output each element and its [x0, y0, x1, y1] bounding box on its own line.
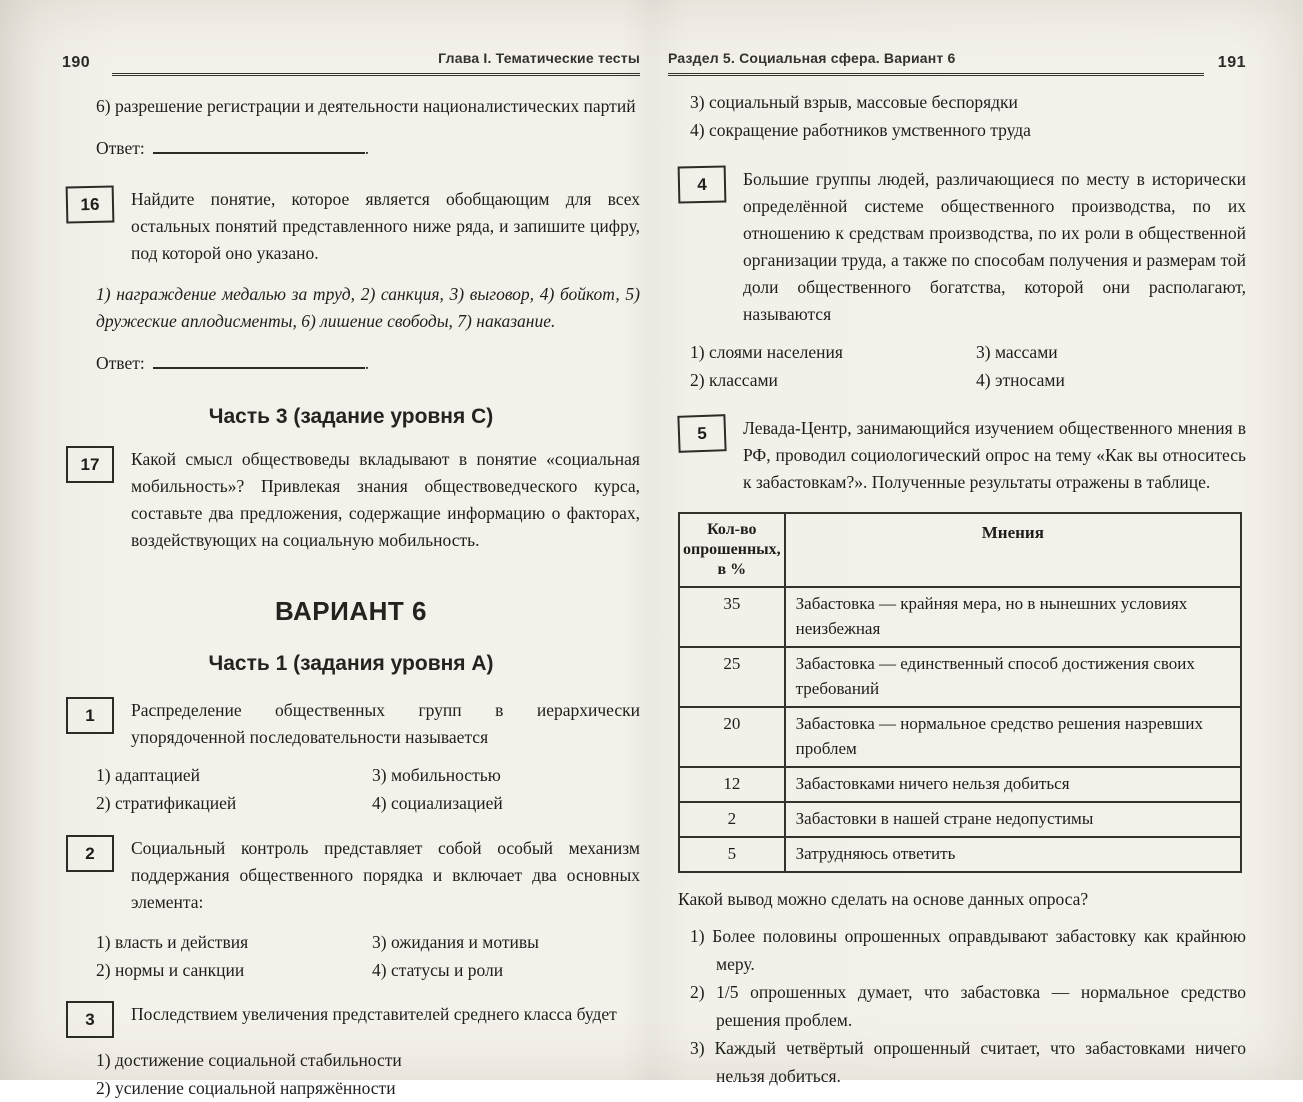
question-16-text: Найдите понятие, которое является обобщающим для всех остальных понятий представленного ниже ряда, и запишите цифру, под которой оно указано.: [131, 189, 640, 263]
question-5: [678, 415, 1246, 496]
table-header-opinions: Мнения: [785, 513, 1241, 587]
option-item: 1) власть и действия: [96, 932, 249, 952]
variant-heading: ВАРИАНТ 6: [275, 596, 427, 626]
q5-question: Какой вывод можно сделать на основе данных опроса?: [678, 889, 1089, 909]
part1-heading: Часть 1 (задания уровня А): [208, 652, 494, 675]
q3-options: [96, 1046, 640, 1102]
page-number: 191: [1217, 54, 1246, 71]
table-row: [679, 837, 1241, 872]
running-head-text: Глава I. Тематические тесты: [438, 50, 640, 66]
question-2-text: Социальный контроль представляет собой особый механизм поддержания общественного порядка и включает два основных элемента:: [131, 838, 640, 912]
right-page: [668, 0, 1246, 1086]
percent-cell: 20: [679, 707, 785, 767]
table-row: [679, 647, 1241, 707]
running-head-rule: [668, 50, 1204, 76]
percent-cell: 12: [679, 767, 785, 802]
question-number: 3: [85, 1010, 95, 1029]
left-running-head: [62, 50, 640, 76]
question-number: 17: [80, 455, 100, 474]
option-item: 2) стратификацией: [96, 793, 237, 813]
option-item: 3) массами: [976, 342, 1058, 362]
option-item: 1) адаптацией: [96, 765, 201, 785]
q4-options: [690, 338, 1246, 394]
question-16-number-box: [66, 186, 115, 224]
left-page: [62, 0, 640, 1098]
table-row: [679, 767, 1241, 802]
opinion-cell: Забастовка — крайняя мера, но в нынешних условиях неизбежная: [785, 587, 1241, 647]
answer-label: Ответ:: [96, 353, 145, 373]
question-number: 2: [85, 844, 95, 863]
question-17: [66, 446, 640, 554]
percent-cell: 25: [679, 647, 785, 707]
question-4: [678, 166, 1246, 328]
running-head-rule: [112, 50, 640, 76]
option-item: 2) классами: [690, 370, 778, 390]
percent-cell: 2: [679, 802, 785, 837]
option-item: 1) достижение социальной стабильности: [96, 1050, 402, 1070]
question-3-number-box: [66, 1001, 114, 1038]
question-16: [66, 186, 640, 267]
survey-table: [678, 512, 1242, 873]
q1-options: [96, 761, 640, 817]
question-number: 5: [696, 423, 708, 444]
answer-line: [96, 350, 640, 377]
option-item: 3) ожидания и мотивы: [372, 932, 539, 952]
question-number: 16: [80, 194, 100, 215]
question-2-number-box: [66, 835, 114, 872]
question-number: 4: [697, 174, 707, 195]
running-head-text: Раздел 5. Социальная сфера. Вариант 6: [668, 50, 956, 66]
answer-blank: [153, 353, 365, 369]
answer-period: .: [364, 353, 370, 373]
question-4-text: Большие группы людей, различающиеся по месту в исторически определённой системе общественного производства, по их отношению к средствам производства, по их роли в общественной организации труда, а также по способам получения и размерам той доли общественного богатства, которой они располагают, называются: [743, 169, 1246, 324]
answer-period: .: [364, 138, 370, 158]
table-row: [679, 587, 1241, 647]
option-item: 3) социальный взрыв, массовые беспорядки: [690, 92, 1018, 112]
question-5-text: Левада-Центр, занимающийся изучением общественного мнения в РФ, проводил социологический опрос на тему «Как вы относитесь к забастовкам?». Полученные результаты отражены в таблице.: [743, 418, 1246, 492]
opinion-cell: Забастовка — единственный способ достижения своих требований: [785, 647, 1241, 707]
opinion-cell: Забастовки в нашей стране недопустимы: [785, 802, 1241, 837]
percent-cell: 5: [679, 837, 785, 872]
q3-options-continued: [690, 88, 1246, 144]
question-1-text: Распределение общественных групп в иерархически упорядоченной последовательности называется: [131, 700, 640, 747]
opinion-cell: Затрудняюсь ответить: [785, 837, 1241, 872]
answer-blank: [153, 138, 365, 154]
conclusion-item: 1) Более половины опрошенных оправдывают забастовку как крайнюю меру.: [690, 926, 1246, 974]
option-item: 4) этносами: [976, 370, 1065, 390]
answer-label: Ответ:: [96, 138, 145, 158]
question-17-number-box: [66, 446, 114, 483]
question-number: 1: [85, 706, 95, 725]
question-1: [66, 697, 640, 751]
q16-series: 1) награждение медалью за труд, 2) санкция, 3) выговор, 4) бойкот, 5) дружеские аплодисменты, 6) лишение свободы, 7) наказание.: [96, 284, 640, 331]
question-2: [66, 835, 640, 916]
option-item: 2) нормы и санкции: [96, 960, 245, 980]
option-item: 4) сокращение работников умственного труда: [690, 120, 1031, 140]
question-1-number-box: [66, 697, 114, 734]
q15-option-6: 6) разрешение регистрации и деятельности националистических партий: [96, 96, 636, 116]
question-4-number-box: [678, 166, 727, 204]
part3-heading: Часть 3 (задание уровня С): [208, 405, 494, 428]
option-item: 2) усиление социальной напряжённости: [96, 1078, 396, 1098]
opinion-cell: Забастовками ничего нельзя добиться: [785, 767, 1241, 802]
question-3: [66, 1001, 640, 1038]
answer-line: [96, 135, 640, 162]
conclusion-item: 3) Каждый четвёртый опрошенный считает, что забастовками ничего нельзя добиться.: [690, 1038, 1246, 1086]
right-running-head: [668, 50, 1246, 76]
conclusion-item: 2) 1/5 опрошенных думает, что забастовка — нормальное средство решения проблем.: [690, 982, 1246, 1030]
option-item: 3) мобильностью: [372, 765, 501, 785]
page-number: 190: [62, 54, 91, 71]
table-row: [679, 707, 1241, 767]
option-item: 4) статусы и роли: [372, 960, 504, 980]
table-row: [679, 802, 1241, 837]
percent-cell: 35: [679, 587, 785, 647]
q5-conclusions: [690, 922, 1246, 1090]
q2-options: [96, 928, 640, 984]
opinion-cell: Забастовка — нормальное средство решения назревших проблем: [785, 707, 1241, 767]
option-item: 1) слоями населения: [690, 342, 843, 362]
option-item: 4) социализацией: [372, 793, 503, 813]
table-header-row: [679, 513, 1241, 587]
question-17-text: Какой смысл обществоведы вкладывают в понятие «социальная мобильность»? Привлекая знания обществоведческого курса, составьте два предложения, содержащие информацию о факторах, воздействующих на социальную мобильность.: [131, 449, 640, 550]
question-3-text: Последствием увеличения представителей среднего класса будет: [131, 1004, 617, 1024]
table-header-count: Кол-во опрошенных, в %: [679, 513, 785, 587]
question-5-number-box: [677, 414, 726, 453]
